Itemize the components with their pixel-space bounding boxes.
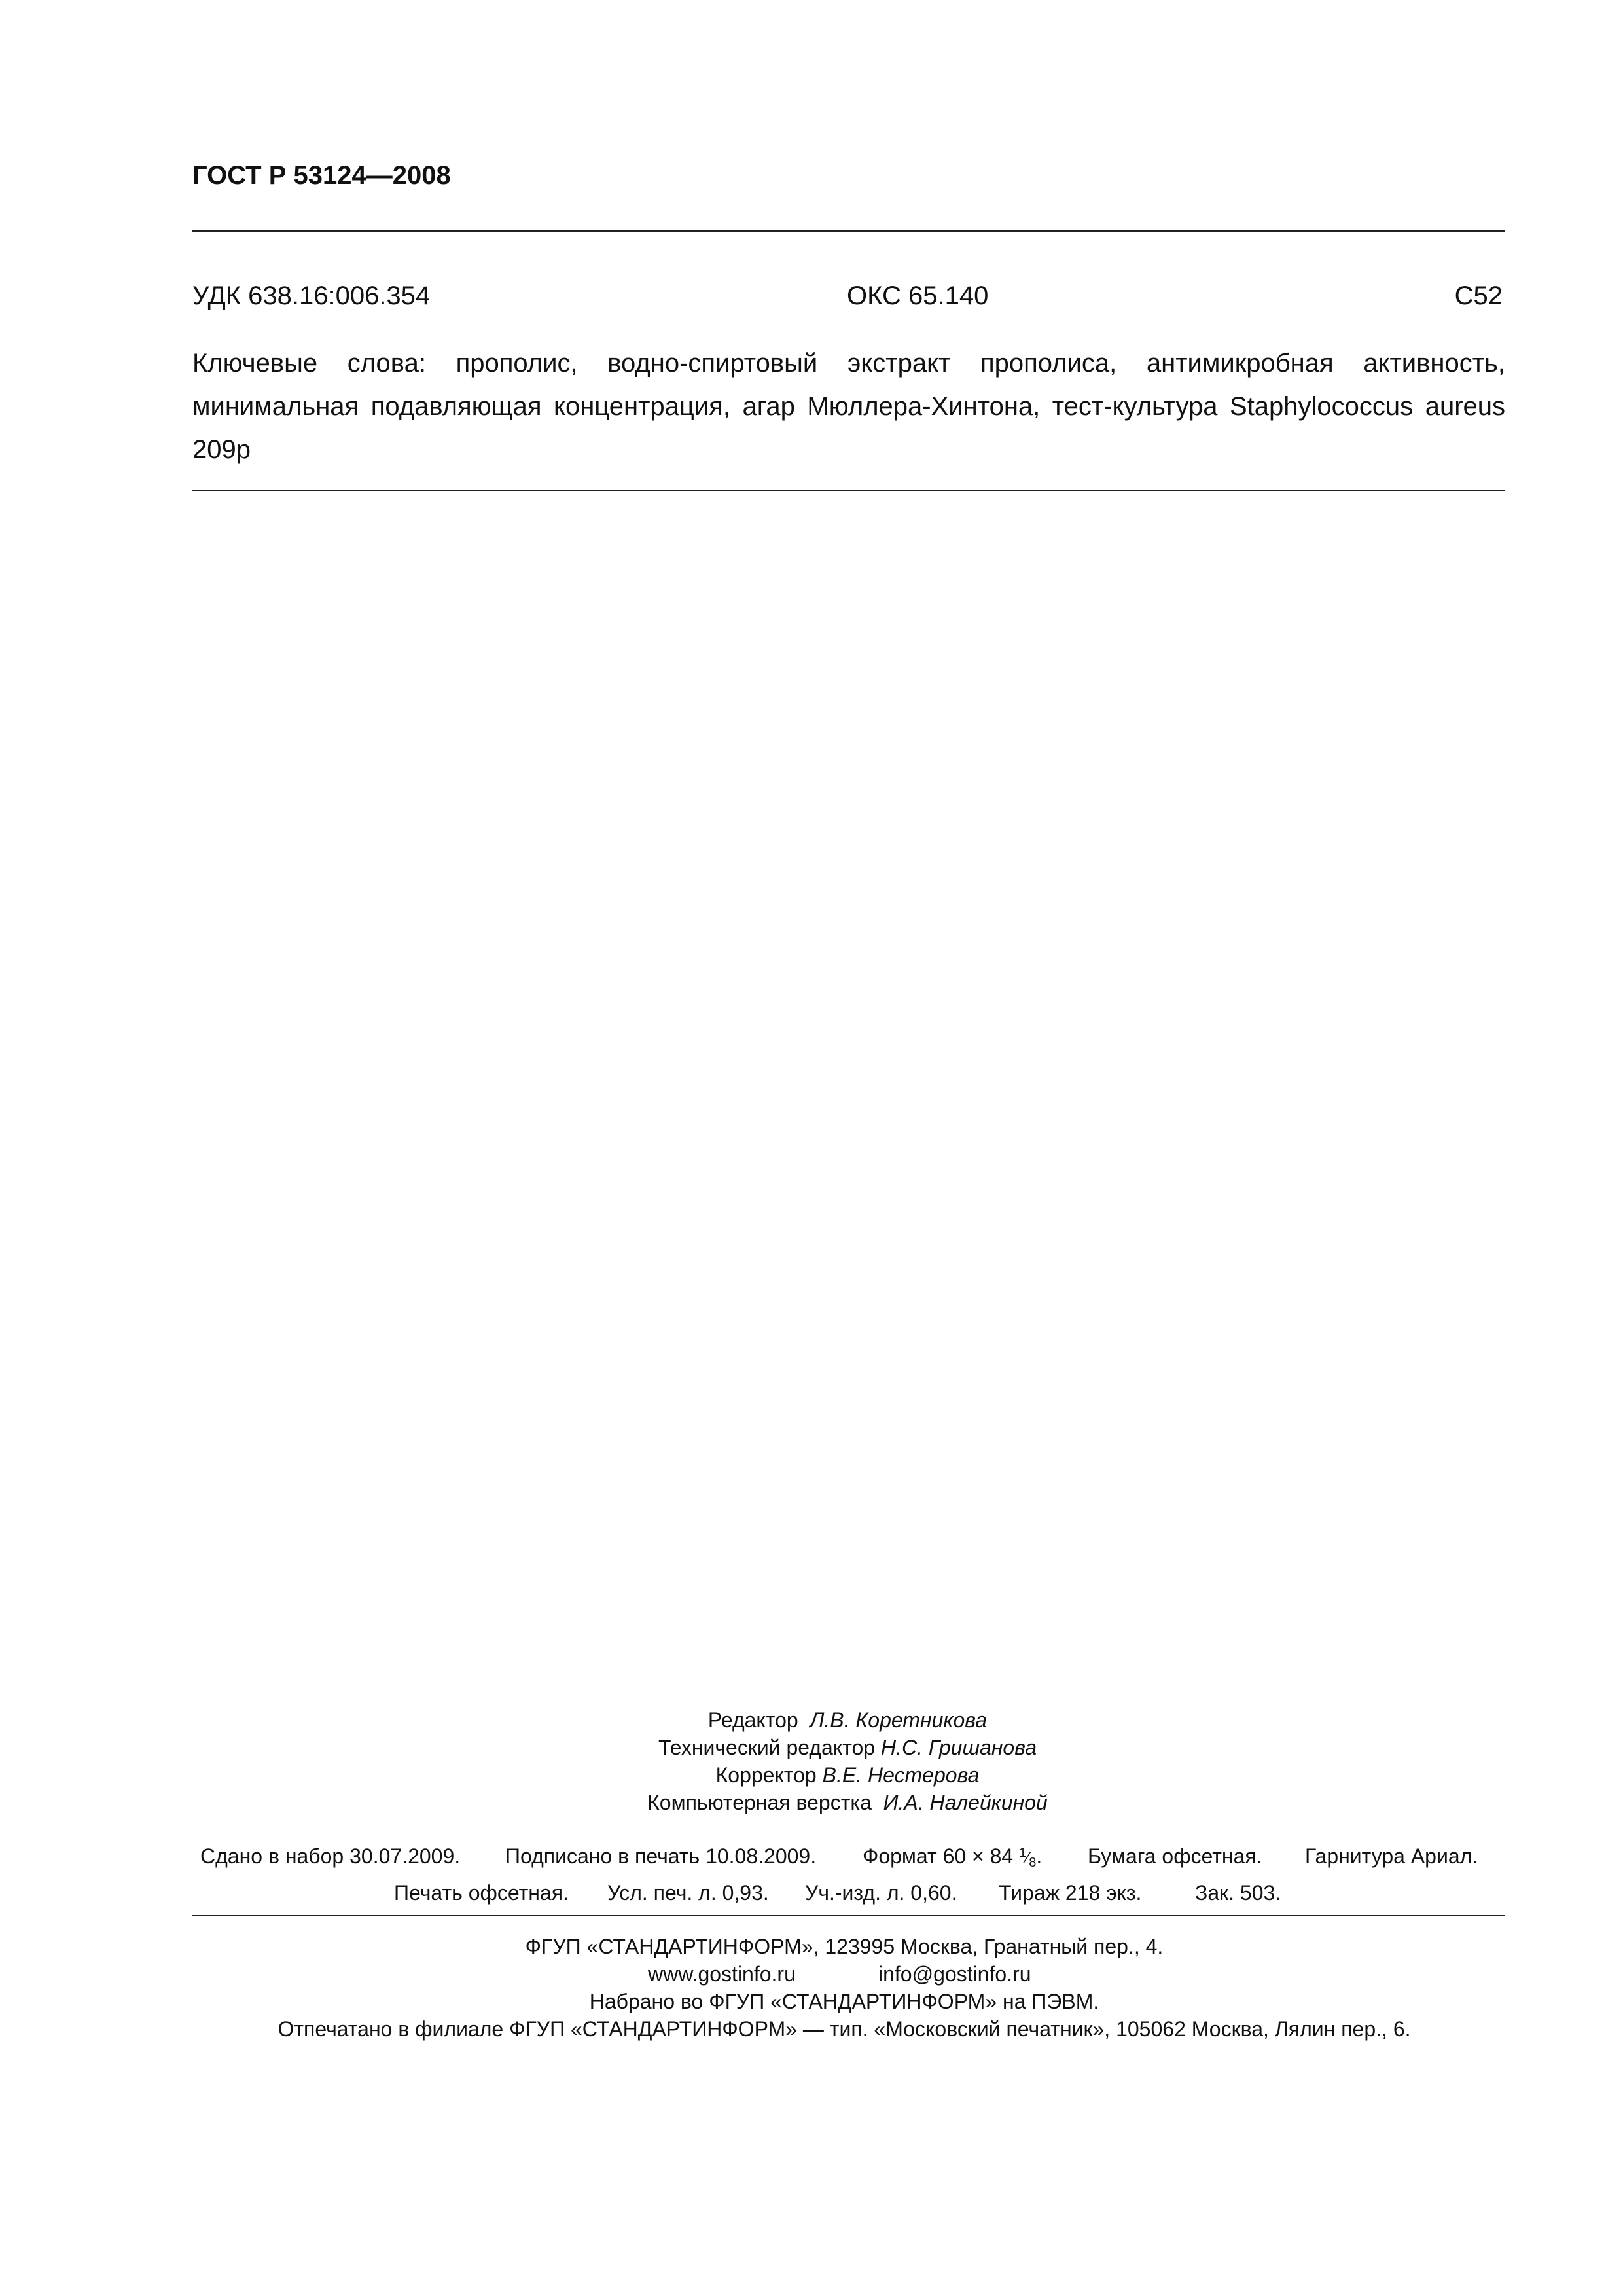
oks-code: ОКС 65.140 (847, 281, 989, 310)
document-id: ГОСТ Р 53124—2008 (192, 161, 451, 190)
publisher-address: ФГУП «СТАНДАРТИНФОРМ», 123995 Москва, Гранатный пер., 4. (525, 1935, 1164, 1958)
editor-line (0, 1708, 1623, 1732)
layout-name: И.А. Налейкиной (883, 1791, 1048, 1814)
format-suffix: . (1036, 1844, 1043, 1868)
imprint-rule (192, 1915, 1505, 1916)
tech-editor-name: Н.С. Гришанова (880, 1736, 1037, 1759)
corrector-name: В.Е. Нестерова (822, 1763, 980, 1787)
header-rule (192, 230, 1505, 232)
corrector-line (0, 1763, 1623, 1787)
format-numerator: 1 (1019, 1846, 1027, 1861)
typeface: Гарнитура Ариал. (1305, 1844, 1478, 1868)
format-fraction: $^1⁄_8$ (1019, 1846, 1037, 1870)
typeset-note: Набрано во ФГУП «СТАНДАРТИНФОРМ» на ПЭВМ. (589, 1990, 1099, 2013)
editor-name: Л.В. Коретникова (810, 1708, 988, 1732)
corrector-label: Корректор (715, 1763, 817, 1787)
format-denominator: 8 (1029, 1855, 1037, 1870)
udk-code: УДК 638.16:006.354 (192, 281, 431, 310)
keywords-paragraph: Ключевые слова: прополис, водно-спиртовый экстракт прополиса, антимикробная активность, минимальная подавляющая концентрация, агар Мюллера-Хинтона, тест-культура Staphylococcus aureus 209p (192, 349, 1505, 464)
conditional-sheets: Усл. печ. л. 0,93. (607, 1881, 769, 1905)
print-type: Печать офсетная. (394, 1881, 569, 1905)
paper-type: Бумага офсетная. (1088, 1844, 1262, 1868)
format-info (863, 1844, 1042, 1869)
category-code: С52 (1454, 281, 1503, 310)
editor-label: Редактор (707, 1708, 798, 1732)
publisher-email[interactable]: info@gostinfo.ru (878, 1962, 1031, 1986)
keywords-rule (192, 490, 1505, 491)
signed-date: Подписано в печать 10.08.2009. (505, 1844, 817, 1868)
order-number: Зак. 503. (1195, 1881, 1281, 1905)
submitted-date: Сдано в набор 30.07.2009. (200, 1844, 461, 1868)
layout-label: Компьютерная верстка (647, 1791, 872, 1814)
publishing-sheets: Уч.-изд. л. 0,60. (805, 1881, 957, 1905)
publisher-website[interactable]: www.gostinfo.ru (648, 1962, 796, 1986)
format-prefix: Формат 60 × 84 (863, 1844, 1014, 1868)
layout-line (0, 1791, 1623, 1815)
print-run: Тираж 218 экз. (999, 1881, 1142, 1905)
printed-note: Отпечатано в филиале ФГУП «СТАНДАРТИНФОРМ» — тип. «Московский печатник», 105062 Москва, Лялин пер., 6. (277, 2017, 1411, 2041)
tech-editor-line (0, 1736, 1623, 1760)
tech-editor-label: Технический редактор (658, 1736, 876, 1759)
